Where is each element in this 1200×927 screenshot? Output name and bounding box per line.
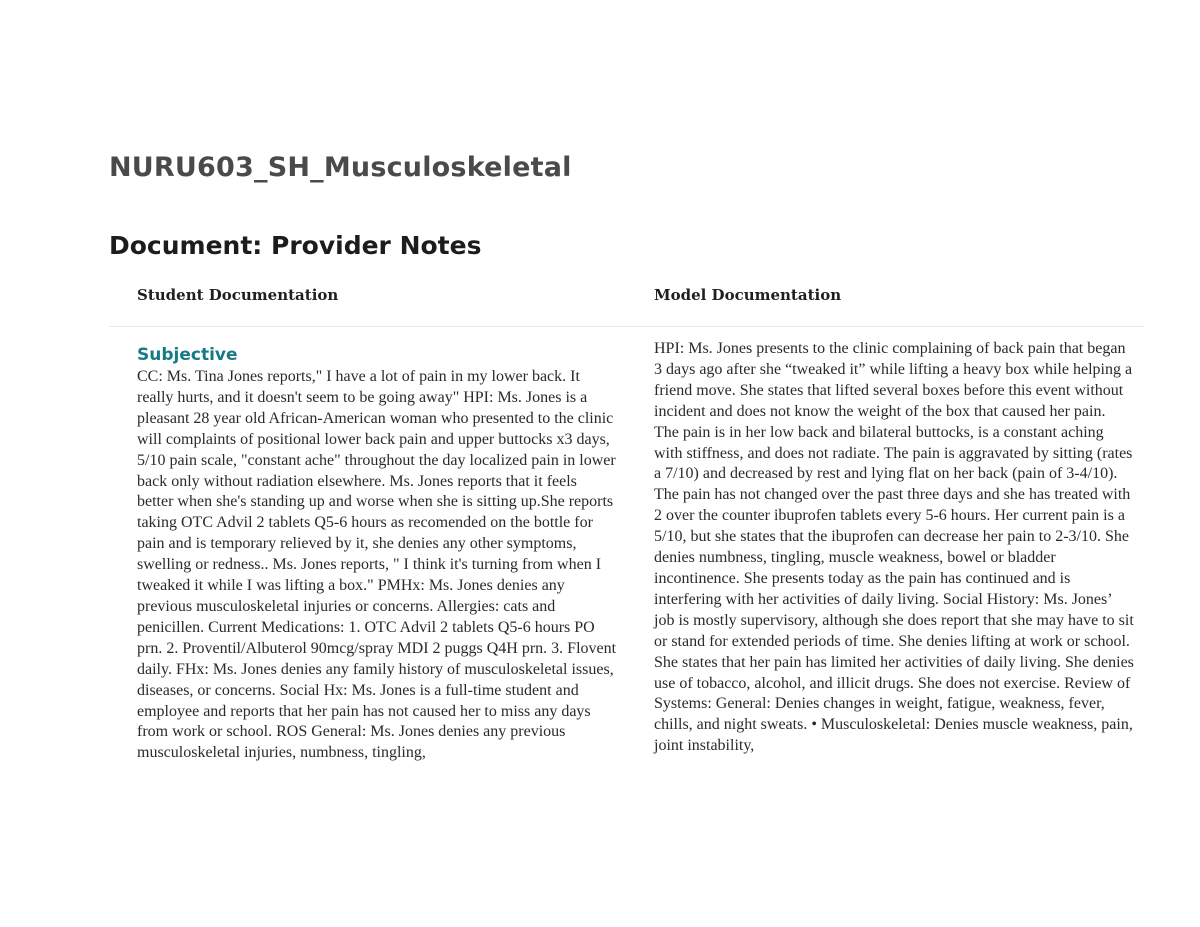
student-documentation-text: CC: Ms. Tina Jones reports," I have a lot of pain in my lower back. It really hurts, and it doesn't seem to be going away" HPI: Ms. Jones is a pleasant 28 year old African-American woman who presented to the clinic will complaints of positional lower back pain and upper buttocks x3 days, 5/10 pain scale, "constant ache" throughout the day localized pain in lower back only without radiation elsewhere. Ms. Jones reports that it feels better when she's standing up and worse when she is sitting up.She reports taking OTC Advil 2 tablets Q5-6 hours as recomended on the bottle for pain and is temporary relieved by it, she denies any other symptoms, swelling or redness.. Ms. Jones reports, " I think it's turning from when I tweaked it while I was lifting a box." PMHx: Ms. Jones denies any previous musculoskeletal injuries or concerns. Allergies: cats and penicillen. Current Medications: 1. OTC Advil 2 tablets Q5-6 hours PO prn. 2. Proventil/Albuterol 90mcg/spray MDI 2 puggs Q4H prn. 3. Flovent daily. FHx: Ms. Jones denies any family history of musculoskeletal issues, diseases, or concerns. Social Hx: Ms. Jones is a full-time student and employee and reports that her pain has not caused her to miss any days from work or school. ROS General: Ms. Jones denies any previous musculoskeletal injuries, numbness, tingling, — [137, 368, 617, 762]
student-documentation-header: Student Documentation — [137, 286, 339, 304]
course-title: NURU603_SH_Musculoskeletal — [109, 152, 572, 183]
model-documentation-text: HPI: Ms. Jones presents to the clinic complaining of back pain that began 3 days ago after she “tweaked it” while lifting a heavy box while helping a friend move. She states that lifted several boxes before this event without incident and does not know the weight of the box that caused her pain. The pain is in her low back and bilateral buttocks, is a constant aching with stiffness, and does not radiate. The pain is aggravated by sitting (rates a 7/10) and decreased by rest and lying flat on her back (pain of 3-4/10). The pain has not changed over the past three days and she has treated with 2 over the counter ibuprofen tablets every 5-6 hours. Her current pain is a 5/10, but she states that the ibuprofen can decrease her pain to 2-3/10. She denies numbness, tingling, muscle weakness, bowel or bladder incontinence. She presents today as the pain has continued and is interfering with her activities of daily living. Social History: Ms. Jones’ job is mostly supervisory, although she does report that she may have to sit or stand for extended periods of time. She denies lifting at work or school. She states that her pain has limited her activities of daily living. She denies use of tobacco, alcohol, and illicit drugs. She does not exercise. Review of Systems: General: Denies changes in weight, fatigue, weakness, fever, chills, and night sweats. • Musculoskeletal: Denies muscle weakness, pain, joint instability, — [654, 340, 1134, 755]
header-divider — [109, 326, 1144, 327]
model-documentation-header: Model Documentation — [654, 286, 842, 304]
document-title: Document: Provider Notes — [109, 231, 482, 260]
subjective-heading: Subjective — [137, 345, 238, 365]
